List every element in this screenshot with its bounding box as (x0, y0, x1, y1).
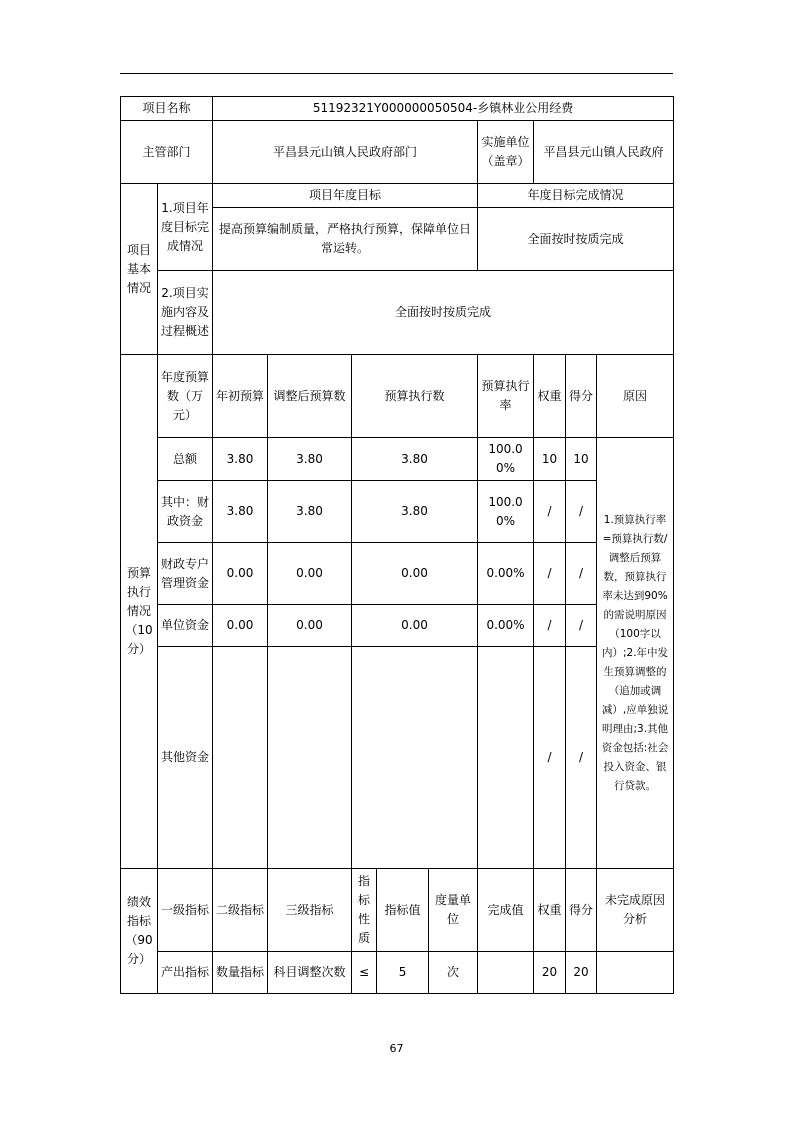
budget-weight: / (534, 647, 566, 869)
budget-weight: / (534, 481, 566, 543)
budget-col-amount: 年度预算数（万元） (158, 355, 213, 438)
performance-evaluation-table (120, 96, 674, 994)
budget-rate: 0.00% (478, 543, 534, 605)
budget-col-reason: 原因 (597, 355, 674, 438)
header-rule (120, 73, 673, 74)
budget-adjusted: 3.80 (268, 481, 352, 543)
budget-col-adjusted: 调整后预算数 (268, 355, 352, 438)
budget-row-other (121, 647, 674, 869)
perf-actual (478, 952, 534, 994)
budget-executed: 0.00 (352, 543, 478, 605)
budget-score: / (566, 647, 597, 869)
budget-initial: 0.00 (213, 605, 268, 647)
target-text: 提高预算编制质量，严格执行预算，保障单位日常运转。 (213, 208, 478, 271)
project-name-label: 项目名称 (121, 97, 213, 121)
budget-initial: 0.00 (213, 543, 268, 605)
perf-nature: ≤ (352, 952, 377, 994)
budget-weight: / (534, 543, 566, 605)
budget-row-total (121, 438, 674, 481)
item2-row (121, 271, 674, 355)
dept-value: 平昌县元山镇人民政府部门 (213, 121, 478, 184)
perf-col-level1: 一级指标 (158, 869, 213, 952)
perf-col-nature: 指标性质 (352, 869, 377, 952)
budget-col-score: 得分 (566, 355, 597, 438)
target-header: 项目年度目标 (213, 184, 478, 208)
completion-header: 年度目标完成情况 (478, 184, 674, 208)
project-name-row (121, 97, 674, 121)
budget-rate: 100.00% (478, 438, 534, 481)
budget-row-unit (121, 605, 674, 647)
department-row (121, 121, 674, 184)
perf-level3: 科目调整次数 (268, 952, 352, 994)
budget-rate: 0.00% (478, 605, 534, 647)
budget-score: / (566, 481, 597, 543)
perf-col-value: 指标值 (377, 869, 429, 952)
impl-unit-value: 平昌县元山镇人民政府 (534, 121, 674, 184)
impl-unit-label: 实施单位（盖章） (478, 121, 534, 184)
dept-label: 主管部门 (121, 121, 213, 184)
perf-level1: 产出指标 (158, 952, 213, 994)
budget-weight: / (534, 605, 566, 647)
budget-row-label: 财政专户管理资金 (158, 543, 213, 605)
perf-col-unit: 度量单位 (429, 869, 478, 952)
budget-initial: 3.80 (213, 481, 268, 543)
budget-row-label: 单位资金 (158, 605, 213, 647)
item2-label: 2.项目实施内容及过程概述 (158, 271, 213, 355)
budget-row-label: 总额 (158, 438, 213, 481)
project-name-value: 51192321Y000000050504-乡镇林业公用经费 (213, 97, 674, 121)
budget-executed (352, 647, 478, 869)
budget-row-label: 其他资金 (158, 647, 213, 869)
budget-adjusted: 3.80 (268, 438, 352, 481)
perf-col-level2: 二级指标 (213, 869, 268, 952)
budget-score: 10 (566, 438, 597, 481)
budget-col-weight: 权重 (534, 355, 566, 438)
budget-rate: 100.00% (478, 481, 534, 543)
perf-col-level3: 三级指标 (268, 869, 352, 952)
budget-executed: 0.00 (352, 605, 478, 647)
budget-col-initial: 年初预算 (213, 355, 268, 438)
basic-section-label: 项目基本情况 (121, 184, 158, 355)
budget-row-fiscal (121, 481, 674, 543)
item2-text: 全面按时按质完成 (213, 271, 674, 355)
budget-section-label: 预算执行情况（10分） (121, 355, 158, 869)
item1-label: 1.项目年度目标完成情况 (158, 184, 213, 271)
completion-text: 全面按时按质完成 (478, 208, 674, 271)
perf-col-actual: 完成值 (478, 869, 534, 952)
budget-row-special (121, 543, 674, 605)
budget-executed: 3.80 (352, 438, 478, 481)
budget-col-rate: 预算执行率 (478, 355, 534, 438)
budget-initial: 3.80 (213, 438, 268, 481)
budget-col-executed: 预算执行数 (352, 355, 478, 438)
perf-section-label: 绩效指标（90分） (121, 869, 158, 994)
budget-score: / (566, 605, 597, 647)
perf-col-analysis: 未完成原因分析 (597, 869, 674, 952)
perf-unit: 次 (429, 952, 478, 994)
perf-weight: 20 (534, 952, 566, 994)
budget-rate (478, 647, 534, 869)
budget-adjusted (268, 647, 352, 869)
perf-col-score: 得分 (566, 869, 597, 952)
budget-score: / (566, 543, 597, 605)
perf-row (121, 952, 674, 994)
budget-adjusted: 0.00 (268, 605, 352, 647)
budget-adjusted: 0.00 (268, 543, 352, 605)
basic-header-row (121, 184, 674, 208)
budget-reason-note: 1.预算执行率=预算执行数/调整后预算数，预算执行率未达到90%的需说明原因（100字以内）;2.年中发生预算调整的（追加或调减）,应单独说明理由;3.其他资金包括:社会投入资金、银行贷款。 (597, 438, 674, 869)
perf-score: 20 (566, 952, 597, 994)
perf-level2: 数量指标 (213, 952, 268, 994)
budget-executed: 3.80 (352, 481, 478, 543)
budget-initial (213, 647, 268, 869)
perf-header-row (121, 869, 674, 952)
page-number: 67 (389, 1042, 404, 1055)
perf-analysis (597, 952, 674, 994)
perf-col-weight: 权重 (534, 869, 566, 952)
budget-weight: 10 (534, 438, 566, 481)
perf-value: 5 (377, 952, 429, 994)
budget-header-row (121, 355, 674, 438)
budget-row-label: 其中：财政资金 (158, 481, 213, 543)
